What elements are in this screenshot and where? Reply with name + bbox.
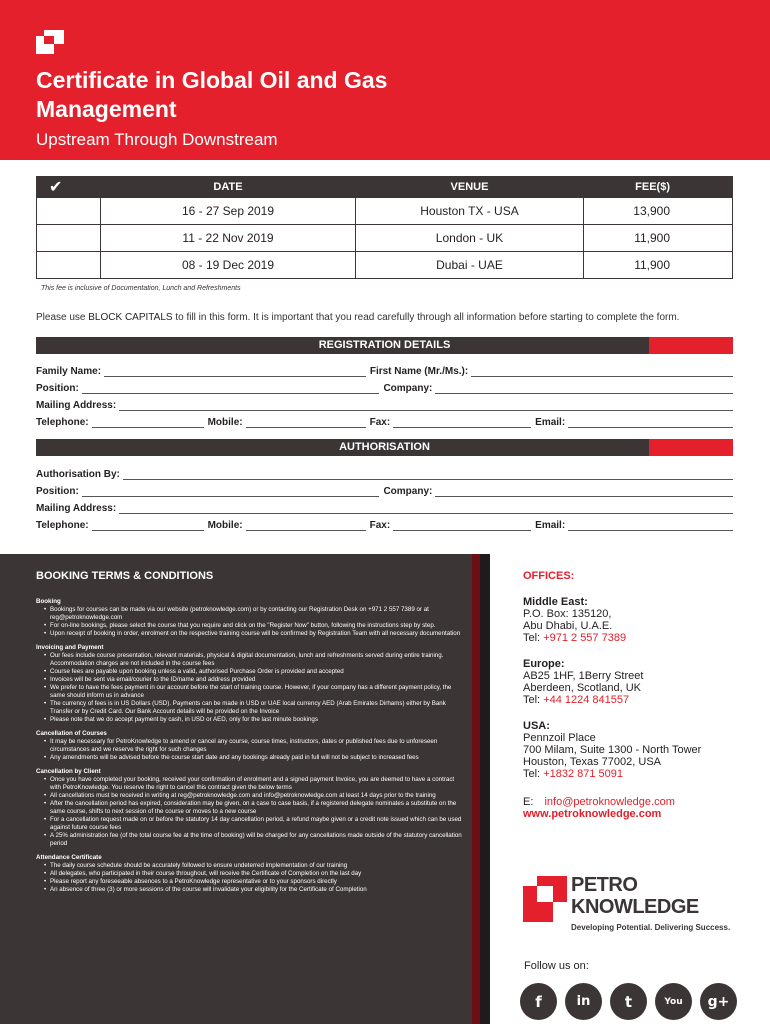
table-row <box>37 225 733 252</box>
address-line: AB25 1HF, 1Berry Street <box>523 670 644 682</box>
terms-section-heading: Cancellation of Courses <box>36 730 107 737</box>
address-line: Pennzoil Place <box>523 732 596 744</box>
session-date: 08 - 19 Dec 2019 <box>101 252 356 279</box>
page-subtitle: Upstream Through Downstream <box>36 130 278 149</box>
accent-stripe <box>480 554 490 1024</box>
list-item: • After the cancellation period has expired, consideration may be given, on a case to case basis, if a registered delegate nominates a substitute on the same course, shifts to next session of the course or moves to a new course <box>44 800 466 816</box>
section-title: AUTHORISATION <box>339 441 430 453</box>
list-item: • Please note that we do accept payment by cash, in USD or AED, only for the last minute bookings <box>44 716 466 724</box>
office-europe <box>523 658 763 706</box>
venue-header: VENUE <box>356 177 584 198</box>
session-venue: Dubai - UAE <box>356 252 584 279</box>
fax-label: Fax: <box>369 520 391 531</box>
session-venue: London - UK <box>356 225 584 252</box>
family-name-field[interactable] <box>104 367 366 377</box>
list-item: • An absence of three (3) or more sessions of the course will invalidate your eligibility for the Certificate of Completion <box>44 886 466 894</box>
accent-block <box>649 337 733 354</box>
address-line: 700 Milam, Suite 1300 - North Tower <box>523 744 702 756</box>
date-header: DATE <box>101 177 356 198</box>
terms-section-heading: Cancellation by Client <box>36 768 101 775</box>
petroknowledge-logo-icon <box>523 876 567 922</box>
authorisation-by-label: Authorisation By: <box>36 469 120 480</box>
fee-header: FEE($) <box>584 177 733 198</box>
facebook-icon[interactable]: f <box>520 983 557 1020</box>
section-title: REGISTRATION DETAILS <box>318 339 451 351</box>
list-item: • It may be necessary for PetroKnowledge to amend or cancel any course, course times, instructors, dates or published fees due to unforeseen circumstances and we reserve the right for such changes <box>44 738 466 754</box>
linkedin-icon[interactable]: in <box>565 983 602 1020</box>
table-row <box>37 198 733 225</box>
list-item: • The daily course schedule should be accurately followed to ensure undeterred implementation of our training <box>44 862 466 870</box>
first-name-label: First Name (Mr./Ms.): <box>369 366 469 377</box>
terms-section-heading: Booking <box>36 598 61 605</box>
terms-list <box>36 738 466 762</box>
fax-label: Fax: <box>369 417 391 428</box>
offices-title: OFFICES: <box>523 570 575 582</box>
phone-link[interactable]: +971 2 557 7389 <box>543 632 627 644</box>
office-usa <box>523 720 763 780</box>
list-item: • Please report any foreseeable absences to a PetroKnowledge representative or to your sponsors directly <box>44 878 466 886</box>
fax-field[interactable] <box>393 418 531 428</box>
terms-title: BOOKING TERMS & CONDITIONS <box>36 570 214 582</box>
page-title: Certificate in Global Oil and Gas Management <box>36 67 388 122</box>
terms-list <box>36 606 466 638</box>
list-item: • All cancellations must be received in writing at reg@petroknowledge.com and info@petroknowledge.com at least 14 days prior to the training <box>44 792 466 800</box>
session-fee: 11,900 <box>584 225 733 252</box>
region-label: USA: <box>523 720 550 732</box>
mailing-address-field[interactable] <box>119 504 733 514</box>
petroknowledge-logo <box>523 874 738 944</box>
list-item: • We prefer to have the fees payment in our account before the start of training course. However, if your company has a different payment policy, the same should inform us in advance <box>44 684 466 700</box>
session-date: 11 - 22 Nov 2019 <box>101 225 356 252</box>
position-label: Position: <box>36 383 79 394</box>
accent-block <box>649 439 733 456</box>
mailing-address-label: Mailing Address: <box>36 400 117 411</box>
company-field[interactable] <box>435 487 733 497</box>
tel-label: Tel: <box>523 632 544 644</box>
instructions-text: to fill in this form. It is important that you read carefully through all information before starting to complete the form. <box>172 312 680 323</box>
office-middle-east <box>523 596 763 644</box>
header-banner <box>0 0 770 160</box>
first-name-field[interactable] <box>471 367 733 377</box>
authorisation-form <box>36 463 733 531</box>
region-label: Middle East: <box>523 596 588 608</box>
select-session-checkbox[interactable] <box>37 252 101 279</box>
twitter-icon[interactable]: t <box>610 983 647 1020</box>
brand-mark-icon <box>36 30 64 54</box>
session-venue: Houston TX - USA <box>356 198 584 225</box>
select-session-checkbox[interactable] <box>37 225 101 252</box>
instructions-text: Please use <box>36 312 89 323</box>
address-line: P.O. Box: 135120, <box>523 608 612 620</box>
list-item: • Upon receipt of booking in order, enrolment on the respective training course will be confirmed by Registration Team with all necessary documentation <box>44 630 466 638</box>
terms-section-heading: Invoicing and Payment <box>36 644 104 651</box>
list-item: • Any amendments will be advised before the course start date and any bookings already paid in full will not be subject to increased fees <box>44 754 466 762</box>
telephone-field[interactable] <box>92 521 204 531</box>
mailing-address-field[interactable] <box>119 401 733 411</box>
brand-name-line: PETRO <box>571 874 638 896</box>
company-field[interactable] <box>435 384 733 394</box>
session-fee: 11,900 <box>584 252 733 279</box>
list-item: • Bookings for courses can be made via our website (petroknowledge.com) or by contacting our Registration Desk on +971 2 557 7389 or at reg@petroknowledge.com <box>44 606 466 622</box>
list-item: • Course fees are payable upon booking unless a valid, authorised Purchase Order is provided and accepted <box>44 668 466 676</box>
website-link[interactable]: www.petroknowledge.com <box>523 808 662 820</box>
table-row <box>37 252 733 279</box>
address-line: Houston, Texas 77002, USA <box>523 756 661 768</box>
session-date: 16 - 27 Sep 2019 <box>101 198 356 225</box>
offices-block <box>523 570 763 820</box>
authorisation-section-header <box>36 439 733 456</box>
brand-tagline: Developing Potential. Delivering Success. <box>571 923 731 932</box>
mobile-field[interactable] <box>246 418 366 428</box>
email-link[interactable]: info@petroknowledge.com <box>544 796 675 808</box>
telephone-label: Telephone: <box>36 417 89 428</box>
address-line: Aberdeen, Scotland, UK <box>523 682 642 694</box>
accent-stripe <box>472 554 480 1024</box>
fee-note: This fee is inclusive of Documentation, Lunch and Refreshments <box>41 285 241 292</box>
email-label: E: <box>523 796 534 808</box>
tel-label: Tel: <box>523 694 544 706</box>
mobile-label: Mobile: <box>207 417 243 428</box>
mobile-label: Mobile: <box>207 520 243 531</box>
terms-list <box>36 652 466 724</box>
email-field[interactable] <box>568 521 733 531</box>
family-name-label: Family Name: <box>36 366 102 377</box>
list-item: • All delegates, who participated in their course throughout, will receive the Certificate of Completion on the last day <box>44 870 466 878</box>
fax-field[interactable] <box>393 521 531 531</box>
follow-label: Follow us on: <box>524 960 589 972</box>
session-fee: 13,900 <box>584 198 733 225</box>
social-links <box>520 983 737 1020</box>
brand-name-line: KNOWLEDGE <box>571 896 699 918</box>
list-item: • A 25% administration fee (of the total course fee at the time of booking) will be charged for any cancellations made outside of the statutory cancellation period <box>44 832 466 848</box>
registration-form <box>36 360 733 428</box>
terms-body <box>36 598 466 894</box>
position-field[interactable] <box>82 384 380 394</box>
email-label: Email: <box>535 417 566 428</box>
select-session-checkbox[interactable] <box>37 198 101 225</box>
list-item: • For on-line bookings, please select the course that you require and click on the "Register Now" button, following the instructions step by step. <box>44 622 466 630</box>
terms-list <box>36 862 466 894</box>
email-label: Email: <box>535 520 566 531</box>
phone-link[interactable]: +1832 871 5091 <box>543 768 624 780</box>
address-line: Abu Dhabi, U.A.E. <box>523 620 613 632</box>
registration-section-header <box>36 337 733 354</box>
email-field[interactable] <box>568 418 733 428</box>
telephone-field[interactable] <box>92 418 204 428</box>
schedule-table <box>36 176 733 279</box>
google-plus-icon[interactable]: g+ <box>700 983 737 1020</box>
position-label: Position: <box>36 486 79 497</box>
phone-link[interactable]: +44 1224 841557 <box>543 694 630 706</box>
authorisation-by-field[interactable] <box>123 470 733 480</box>
terms-list <box>36 776 466 848</box>
form-instructions <box>36 312 736 323</box>
position-field[interactable] <box>82 487 380 497</box>
company-label: Company: <box>383 383 433 394</box>
instructions-emphasis: BLOCK CAPITALS <box>88 312 173 323</box>
list-item: • The currency of fees is in US Dollars (USD). Payments can be made in USD or UAE local currency AED (Arab Emirates Dirhams) either by Bank Transfer or by Credit Card. Our Bank Account details will be provided on the Invoice <box>44 700 466 716</box>
region-label: Europe: <box>523 658 565 670</box>
list-item: • Our fees include course presentation, relevant materials, physical & digital documentation, lunch and refreshments served during entire training. Accommodation charges are not included in the course fees <box>44 652 466 668</box>
mailing-address-label: Mailing Address: <box>36 503 117 514</box>
tel-label: Tel: <box>523 768 544 780</box>
youtube-icon[interactable]: You <box>655 983 692 1020</box>
list-item: • For a cancellation request made on or before the statutory 14 day cancellation period, a refund maybe given or a credit note issued which can be used against future course fees <box>44 816 466 832</box>
telephone-label: Telephone: <box>36 520 89 531</box>
terms-section-heading: Attendance Certificate <box>36 854 102 861</box>
list-item: • Once you have completed your booking, received your confirmation of enrolment and a signed payment Invoice, you are deemed to have a contract with PetroKnowledge. You reserve the right to cancel this contract given the below terms <box>44 776 466 792</box>
company-label: Company: <box>383 486 433 497</box>
list-item: • Invoices will be sent via email/courier to the ID/name and address provided <box>44 676 466 684</box>
check-column-icon: ✔ <box>37 177 101 198</box>
mobile-field[interactable] <box>246 521 366 531</box>
